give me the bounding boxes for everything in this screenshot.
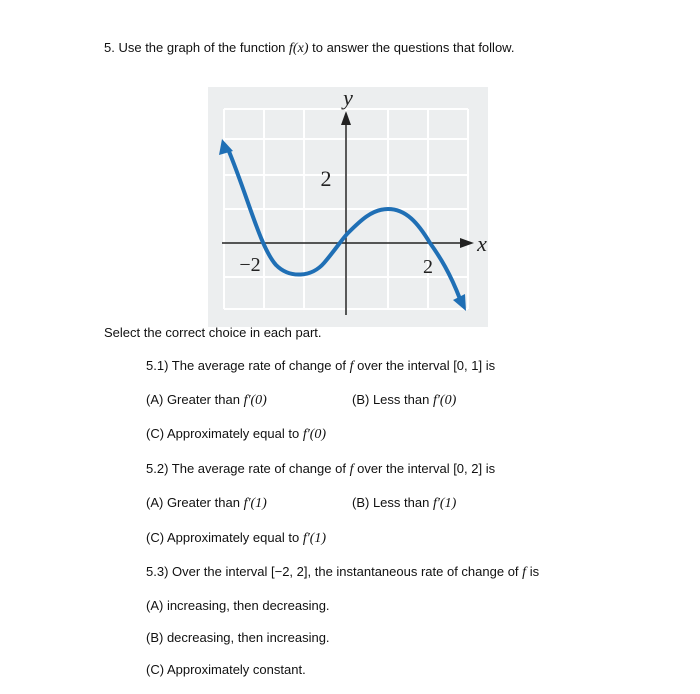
- choice-label: (A) Greater than: [146, 392, 240, 407]
- prompt-symbol: f: [349, 359, 354, 374]
- choice-option[interactable]: [352, 495, 456, 512]
- choice-option[interactable]: [146, 426, 326, 443]
- choice-math: f′(1): [243, 496, 267, 511]
- part-prompt: [146, 461, 495, 478]
- y-axis-label: y: [343, 87, 353, 110]
- choice-label: (B) Less than: [352, 495, 430, 510]
- choice-math: f′(0): [302, 427, 327, 442]
- choice-label: (A) increasing, then decreasing.: [146, 598, 330, 613]
- choice-math: f′(0): [432, 393, 457, 408]
- choice-math: f′(1): [432, 496, 457, 511]
- prompt-after: is: [529, 564, 540, 579]
- question-text-after: to answer the questions that follow.: [312, 40, 515, 55]
- choice-option[interactable]: [146, 662, 306, 678]
- prompt-symbol: f: [522, 565, 527, 580]
- choice-option[interactable]: [146, 530, 326, 547]
- x-tick-label-pos: 2: [423, 256, 433, 278]
- x-tick-label-neg: −2: [239, 254, 261, 276]
- prompt-symbol: f: [349, 462, 354, 477]
- prompt-before: 5.3) Over the interval [−2, 2], the instantaneous rate of change of: [146, 564, 519, 579]
- choice-label: (C) Approximately equal to: [146, 426, 300, 441]
- choice-math: f′(0): [243, 393, 267, 408]
- choice-label: (A) Greater than: [146, 495, 240, 510]
- choice-option[interactable]: [146, 630, 330, 646]
- question-number: 5.: [104, 40, 115, 55]
- choice-option[interactable]: [146, 598, 330, 614]
- choice-option[interactable]: [352, 392, 456, 409]
- part-prompt: [146, 358, 495, 375]
- choice-label: (B) decreasing, then increasing.: [146, 630, 330, 645]
- question-text-before: Use the graph of the function: [118, 40, 286, 55]
- choice-math: f′(1): [302, 531, 327, 546]
- prompt-before: 5.1) The average rate of change of: [146, 358, 346, 373]
- graph-canvas: [208, 87, 488, 327]
- choice-label: (B) Less than: [352, 392, 430, 407]
- prompt-before: 5.2) The average rate of change of: [146, 461, 346, 476]
- choice-option[interactable]: [146, 495, 267, 512]
- function-notation: f(x): [289, 41, 309, 56]
- y-axis-arrow-icon: [341, 111, 351, 125]
- y-tick-label: 2: [320, 166, 332, 191]
- prompt-after: over the interval [0, 1] is: [357, 358, 496, 373]
- choice-label: (C) Approximately constant.: [146, 662, 306, 677]
- part-prompt: [146, 564, 539, 581]
- question-header: [104, 40, 514, 57]
- choice-option[interactable]: [146, 392, 267, 409]
- instruction-text: Select the correct choice in each part.: [104, 325, 322, 340]
- x-axis-label: x: [477, 231, 487, 256]
- function-graph: [208, 87, 488, 327]
- choice-label: (C) Approximately equal to: [146, 530, 300, 545]
- prompt-after: over the interval [0, 2] is: [357, 461, 496, 476]
